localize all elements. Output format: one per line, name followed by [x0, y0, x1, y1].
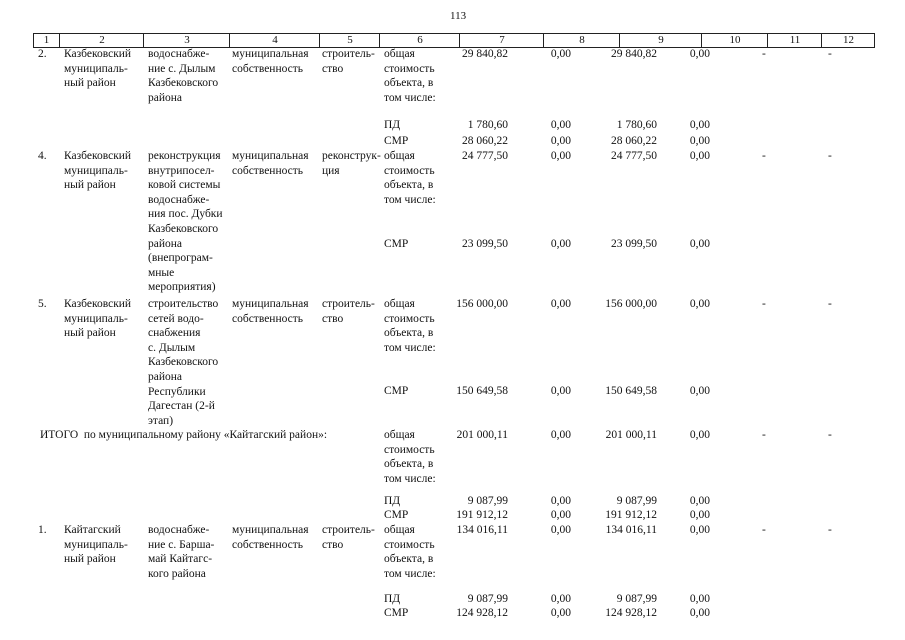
cell-indicator: общая стоимость объекта, в том числе: [384, 298, 436, 354]
cell-c9: 156 000,00 [605, 298, 657, 310]
cell-c7: 29 840,82 [462, 48, 508, 60]
cell-c10: 0,00 [689, 524, 710, 536]
cell-c11: - [762, 298, 766, 310]
cell-indicator: СМР [384, 238, 409, 250]
cell-object: водоснабже- ние с. Барша- май Кайтагс- кого района [148, 524, 215, 580]
cell-work: строитель- ство [322, 298, 375, 325]
cell-c7: 156 000,00 [456, 298, 508, 310]
cell-c7: 201 000,11 [456, 429, 508, 441]
cell-ownership: муниципальная собственность [232, 48, 309, 75]
cell-object: водоснабже- ние с. Дылым Казбековского района [148, 48, 219, 104]
cell-c7: 23 099,50 [462, 238, 508, 250]
cell-c7: 191 912,12 [456, 509, 508, 521]
cell-c10: 0,00 [689, 119, 710, 131]
header-col-10: 10 [701, 34, 768, 47]
cell-indicator: СМР [384, 509, 409, 521]
cell-district: Казбековский муниципаль- ный район [64, 48, 132, 90]
cell-c8: 0,00 [550, 238, 571, 250]
cell-c8: 0,00 [550, 119, 571, 131]
cell-c9: 24 777,50 [611, 150, 657, 162]
table-header [33, 33, 875, 48]
cell-num: 5. [38, 298, 47, 310]
header-col-2: 2 [59, 34, 144, 47]
cell-object: строительство сетей водо- снабжения с. Дылым Казбековского района Республики Дагестан (2-й этап) [148, 298, 219, 427]
cell-num: 1. [38, 524, 47, 536]
header-col-5: 5 [319, 34, 380, 47]
cell-c10: 0,00 [689, 298, 710, 310]
cell-c9: 191 912,12 [605, 509, 657, 521]
header-col-8: 8 [543, 34, 620, 47]
cell-c10: 0,00 [689, 429, 710, 441]
cell-district: Казбековский муниципаль- ный район [64, 298, 132, 340]
cell-indicator: ПД [384, 119, 401, 131]
cell-c7: 1 780,60 [467, 119, 508, 131]
cell-c9: 29 840,82 [611, 48, 657, 60]
cell-c8: 0,00 [550, 495, 571, 507]
cell-c10: 0,00 [689, 135, 710, 147]
cell-c10: 0,00 [689, 509, 710, 521]
cell-indicator: СМР [384, 385, 409, 397]
cell-work: строитель- ство [322, 48, 375, 75]
page-number: 113 [450, 10, 467, 22]
cell-c11: - [762, 48, 766, 60]
cell-c8: 0,00 [550, 298, 571, 310]
cell-c9: 28 060,22 [611, 135, 657, 147]
header-col-12: 12 [821, 34, 875, 47]
cell-object: реконструкция внутрипосел- ковой системы водоснабже- ния пос. Дубки Казбековского района (внепрограм- мные мероприятия) [148, 150, 223, 294]
header-col-9: 9 [619, 34, 702, 47]
cell-c9: 134 016,11 [605, 524, 657, 536]
cell-c10: 0,00 [689, 593, 710, 605]
cell-c10: 0,00 [689, 48, 710, 60]
cell-c7: 134 016,11 [456, 524, 508, 536]
header-col-4: 4 [229, 34, 320, 47]
cell-district: Кайтагский муниципаль- ный район [64, 524, 128, 566]
cell-c9: 23 099,50 [611, 238, 657, 250]
cell-c7: 9 087,99 [467, 593, 508, 605]
header-col-11: 11 [767, 34, 822, 47]
cell-c9: 150 649,58 [605, 385, 657, 397]
cell-c7: 24 777,50 [462, 150, 508, 162]
cell-c9: 201 000,11 [605, 429, 657, 441]
cell-c7: 28 060,22 [462, 135, 508, 147]
cell-c12: - [828, 150, 832, 162]
cell-c10: 0,00 [689, 238, 710, 250]
cell-c8: 0,00 [550, 48, 571, 60]
cell-c10: 0,00 [689, 495, 710, 507]
cell-district: Казбековский муниципаль- ный район [64, 150, 132, 192]
cell-c12: - [828, 298, 832, 310]
cell-indicator: ПД [384, 593, 401, 605]
header-col-6: 6 [379, 34, 460, 47]
cell-c8: 0,00 [550, 593, 571, 605]
header-col-3: 3 [143, 34, 230, 47]
cell-c10: 0,00 [689, 385, 710, 397]
cell-work: реконструк- ция [322, 150, 381, 177]
cell-num: 2. [38, 48, 47, 60]
cell-indicator: ПД [384, 495, 401, 507]
cell-c8: 0,00 [550, 135, 571, 147]
cell-c11: - [762, 429, 766, 441]
cell-num: 4. [38, 150, 47, 162]
cell-work: строитель- ство [322, 524, 375, 551]
cell-c8: 0,00 [550, 385, 571, 397]
cell-indicator: СМР [384, 607, 409, 619]
cell-c7: 150 649,58 [456, 385, 508, 397]
cell-c9: 9 087,99 [616, 495, 657, 507]
cell-indicator: общая стоимость объекта, в том числе: [384, 429, 436, 485]
cell-indicator: общая стоимость объекта, в том числе: [384, 150, 436, 206]
cell-c12: - [828, 48, 832, 60]
cell-c8: 0,00 [550, 509, 571, 521]
cell-c12: - [828, 429, 832, 441]
cell-c10: 0,00 [689, 150, 710, 162]
cell-indicator: общая стоимость объекта, в том числе: [384, 524, 436, 580]
cell-c8: 0,00 [550, 607, 571, 619]
cell-c11: - [762, 150, 766, 162]
cell-c8: 0,00 [550, 429, 571, 441]
cell-c8: 0,00 [550, 524, 571, 536]
cell-c9: 124 928,12 [605, 607, 657, 619]
cell-c9: 9 087,99 [616, 593, 657, 605]
cell-ownership: муниципальная собственность [232, 298, 309, 325]
cell-c10: 0,00 [689, 607, 710, 619]
cell-indicator: СМР [384, 135, 409, 147]
cell-c12: - [828, 524, 832, 536]
cell-c7: 9 087,99 [467, 495, 508, 507]
cell-indicator: общая стоимость объекта, в том числе: [384, 48, 436, 104]
cell-c7: 124 928,12 [456, 607, 508, 619]
cell-c11: - [762, 524, 766, 536]
header-col-1: 1 [43, 34, 50, 46]
cell-ownership: муниципальная собственность [232, 150, 309, 177]
cell-total-label: ИТОГО по муниципальному району «Кайтагский район»: [40, 429, 328, 441]
header-col-7: 7 [459, 34, 544, 47]
cell-ownership: муниципальная собственность [232, 524, 309, 551]
cell-c8: 0,00 [550, 150, 571, 162]
cell-c9: 1 780,60 [616, 119, 657, 131]
